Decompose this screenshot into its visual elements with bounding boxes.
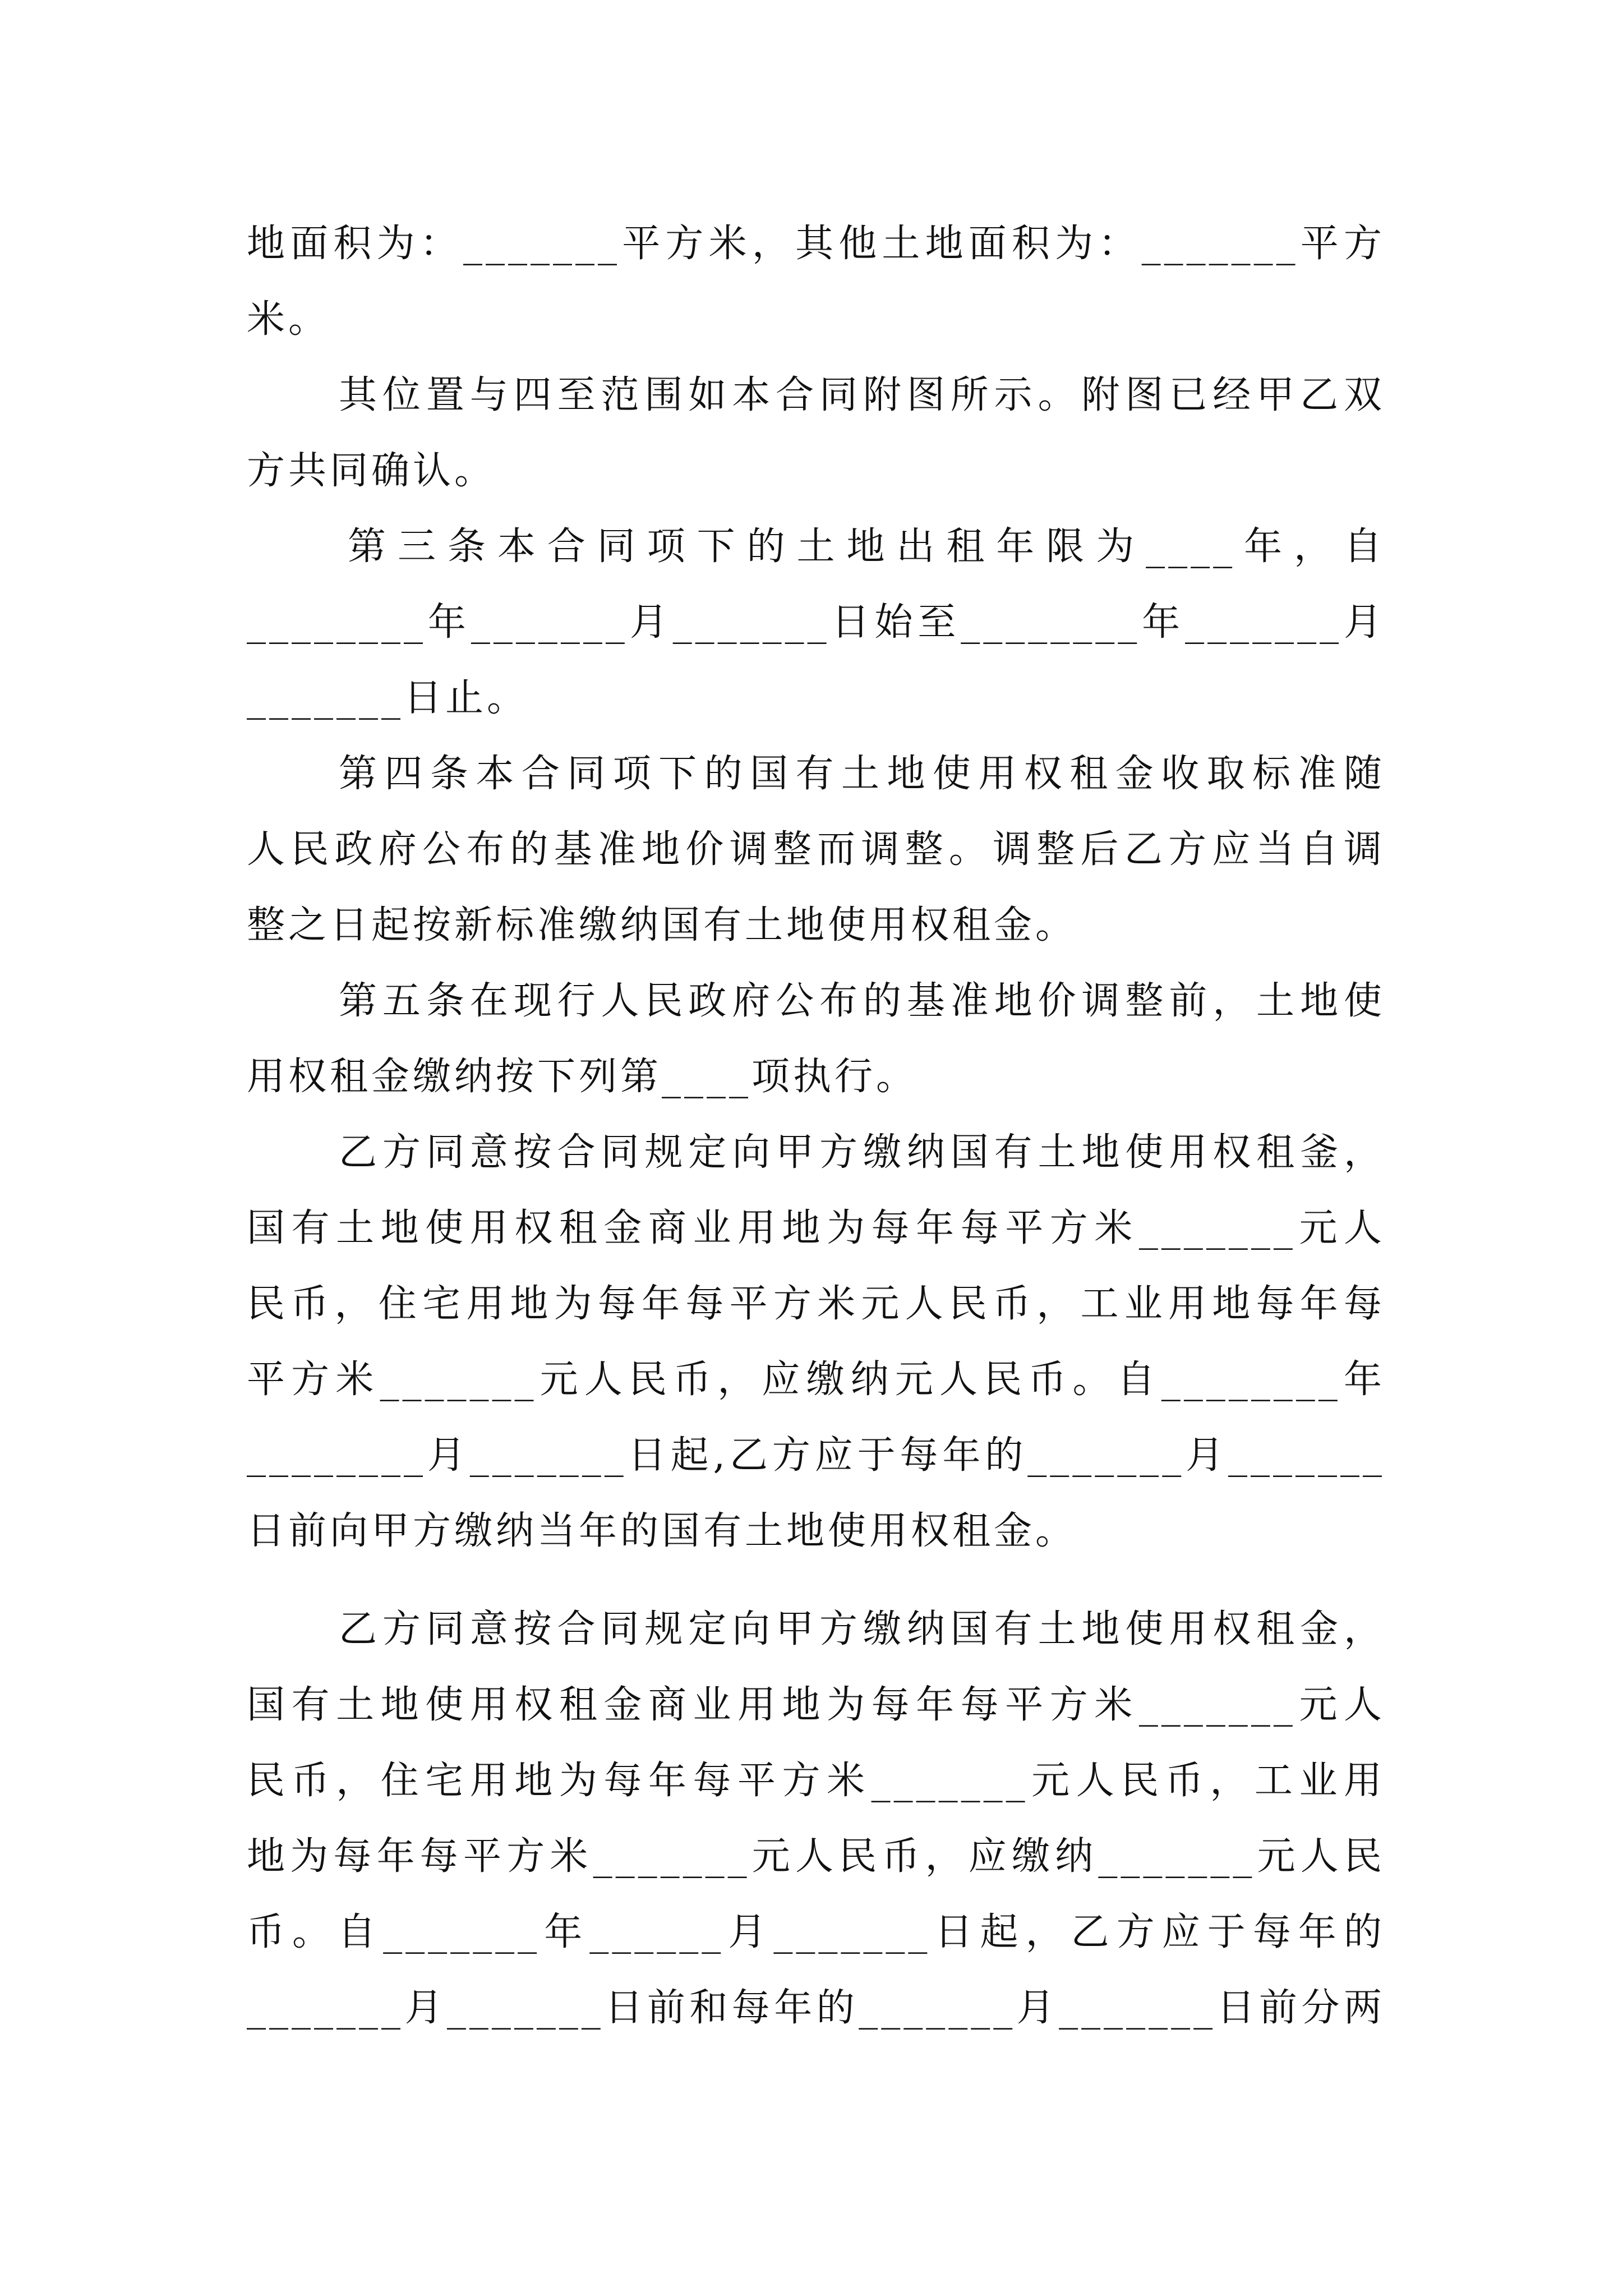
text-line: 平方米_______元人民币，应缴纳元人民币。自________年 [247, 1358, 1385, 1402]
text-line: 方共同确认。 [247, 449, 496, 493]
text-line: 乙方同意按合同规定向甲方缴纳国有土地使用权租金， [339, 1607, 1385, 1651]
text-line: 币。自_______年______月_______日起，乙方应于每年的 [247, 1910, 1385, 1954]
text-line: _______月_______日前和每年的_______月_______日前分两 [247, 1986, 1385, 2030]
text-line: 用权租金缴纳按下列第____项执行。 [247, 1055, 918, 1099]
text-line: ________月_______日起,乙方应于每年的_______月_______ [247, 1433, 1385, 1478]
text-line: 其位置与四至范围如本合同附图所示。附图已经甲乙双 [339, 373, 1385, 417]
text-line: 民币，住宅用地为每年每平方米元人民币，工业用地每年每 [247, 1282, 1385, 1326]
text-line: 地为每年每平方米_______元人民币，应缴纳_______元人民 [247, 1834, 1385, 1879]
text-line: 第五条在现行人民政府公布的基准地价调整前，土地使 [339, 979, 1385, 1023]
text-line: 米。 [247, 297, 330, 342]
text-line: 第三条本合同项下的土地出租年限为____年，自 [348, 524, 1385, 569]
text-line: 地面积为：_______平方米，其他土地面积为：_______平方 [247, 222, 1385, 266]
text-line: 民币，住宅用地为每年每平方米_______元人民币，工业用 [247, 1759, 1385, 1803]
text-line: 人民政府公布的基准地价调整而调整。调整后乙方应当自调 [247, 827, 1385, 872]
text-line: ________年_______月_______日始至________年_______月 [247, 600, 1385, 645]
text-line: 国有土地使用权租金商业用地为每年每平方米_______元人 [247, 1206, 1385, 1250]
text-line: 整之日起按新标准缴纳国有土地使用权租金。 [247, 903, 1077, 947]
text-line: 国有土地使用权租金商业用地为每年每平方米_______元人 [247, 1683, 1385, 1727]
text-line: 乙方同意按合同规定向甲方缴纳国有土地使用权租釜， [339, 1130, 1385, 1175]
text-line: 日前向甲方缴纳当年的国有土地使用权租金。 [247, 1509, 1077, 1553]
text-line: _______日止。 [247, 676, 529, 720]
text-line: 第四条本合同项下的国有土地使用权租金收取标准随 [339, 752, 1385, 796]
